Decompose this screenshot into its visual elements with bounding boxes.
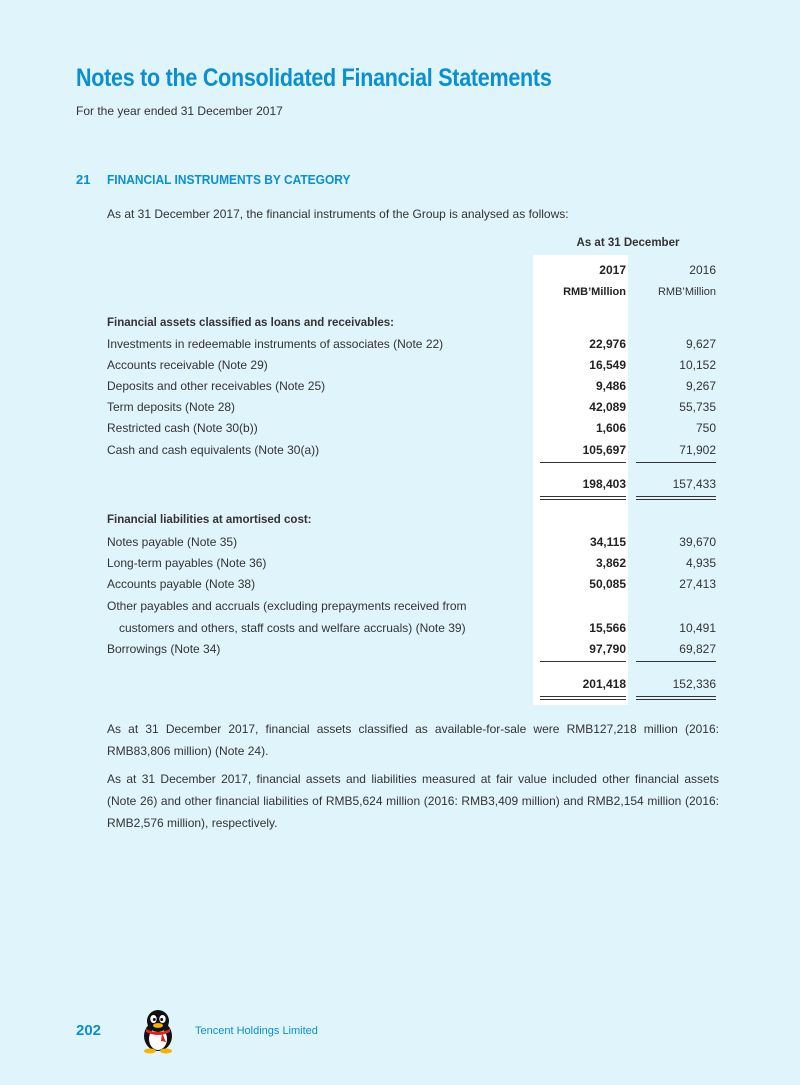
value-2016: 71,902: [679, 443, 716, 457]
liabilities-heading: Financial liabilities at amortised cost:: [107, 514, 312, 526]
value-2017: 97,790: [589, 642, 626, 656]
assets-heading: Financial assets classified as loans and receivables:: [107, 317, 395, 329]
row-label: Deposits and other receivables (Note 25): [107, 379, 326, 393]
liabilities-heading-row: [107, 510, 716, 530]
company-name: Tencent Holdings Limited: [195, 1025, 318, 1037]
value-2017: 34,115: [589, 535, 626, 549]
page-number: 202: [76, 1022, 102, 1039]
total-2016: 152,336: [672, 677, 716, 691]
row-label: Borrowings (Note 34): [107, 642, 221, 656]
subtotal-rule: [636, 462, 716, 463]
value-2016: 27,413: [679, 577, 716, 591]
section-heading: [76, 172, 372, 187]
table-row: [107, 355, 716, 375]
col-2016-header: 2016: [689, 263, 716, 277]
row-label: Term deposits (Note 28): [107, 400, 236, 414]
total-double-rule: [540, 696, 626, 697]
page-title: Notes to the Consolidated Financial Statements: [76, 64, 552, 92]
total-double-rule: [636, 499, 716, 500]
value-2017: 1,606: [595, 421, 626, 435]
subtotal-rule: [540, 661, 626, 662]
table-header-unit: [107, 282, 716, 302]
total-2017: 198,403: [582, 477, 626, 491]
table-row: [107, 596, 716, 616]
value-2017: 42,089: [589, 400, 626, 414]
table-row: [107, 397, 716, 417]
paragraph-fair-value: As at 31 December 2017, financial assets and liabilities measured at fair value included other financial assets (Note 26) and other financial liabilities of RMB5,624 million (2016: RMB3,409 million) and RMB2,154 million (2016: RMB2,576 million), respectively.: [107, 772, 719, 830]
value-2017: 9,486: [595, 379, 626, 393]
value-2016: 10,491: [679, 621, 716, 635]
row-label: Other payables and accruals (excluding prepayments received from: [107, 599, 467, 613]
value-2016: 9,627: [685, 337, 716, 351]
row-label: Investments in redeemable instruments of associates (Note 22): [107, 337, 444, 351]
group-header: As at 31 December: [576, 237, 680, 249]
value-2016: 9,267: [685, 379, 716, 393]
table-header-year: [107, 260, 716, 280]
table-row: [107, 618, 716, 638]
section-number: 21: [76, 172, 91, 187]
value-2017: 16,549: [589, 358, 626, 372]
liabilities-total-row: [107, 674, 716, 694]
total-2016: 157,433: [672, 477, 716, 491]
row-label: Accounts payable (Note 38): [107, 577, 256, 591]
table-row: [107, 440, 716, 460]
total-double-rule: [636, 696, 716, 697]
section-title: FINANCIAL INSTRUMENTS BY CATEGORY: [107, 172, 351, 187]
table-row: [107, 639, 716, 659]
total-double-rule: [636, 496, 716, 497]
subtotal-rule: [540, 462, 626, 463]
table-row: [107, 376, 716, 396]
table-row: [107, 418, 716, 438]
table-row: [107, 553, 716, 573]
total-double-rule: [540, 496, 626, 497]
value-2017: 22,976: [589, 337, 626, 351]
subtotal-rule: [636, 661, 716, 662]
value-2017: 15,566: [589, 621, 626, 635]
penguin-logo-icon: [138, 1006, 178, 1054]
assets-total-row: [107, 474, 716, 494]
value-2016: 55,735: [679, 400, 716, 414]
row-label: Long-term payables (Note 36): [107, 556, 267, 570]
value-2016: 69,827: [679, 642, 716, 656]
table-row: [107, 334, 716, 354]
value-2016: 39,670: [679, 535, 716, 549]
total-double-rule: [540, 699, 626, 700]
total-double-rule: [540, 499, 626, 500]
row-label: Restricted cash (Note 30(b)): [107, 421, 258, 435]
row-label: Accounts receivable (Note 29): [107, 358, 268, 372]
value-2016: 10,152: [679, 358, 716, 372]
row-label: Cash and cash equivalents (Note 30(a)): [107, 443, 320, 457]
total-2017: 201,418: [582, 677, 626, 691]
value-2017: 105,697: [582, 443, 626, 457]
table-row: [107, 532, 716, 552]
row-label: Notes payable (Note 35): [107, 535, 238, 549]
unit-2016: RMB’Million: [657, 286, 716, 298]
assets-heading-row: [107, 313, 716, 333]
paragraph-available-for-sale: As at 31 December 2017, financial assets classified as available-for-sale were RMB127,218 million (2016: RMB83,806 million) (Note 24).: [107, 722, 719, 758]
unit-2017: RMB’Million: [563, 286, 626, 298]
value-2017: 50,085: [589, 577, 626, 591]
value-2016: 750: [695, 421, 716, 435]
page-subtitle: For the year ended 31 December 2017: [76, 104, 283, 118]
table-row: [107, 574, 716, 594]
value-2017: 3,862: [595, 556, 626, 570]
value-2016: 4,935: [685, 556, 716, 570]
row-label: customers and others, staff costs and welfare accruals) (Note 39): [119, 621, 466, 635]
section-intro: As at 31 December 2017, the financial instruments of the Group is analysed as follows:: [107, 207, 569, 221]
total-double-rule: [636, 699, 716, 700]
col-2017-header: 2017: [599, 263, 626, 277]
